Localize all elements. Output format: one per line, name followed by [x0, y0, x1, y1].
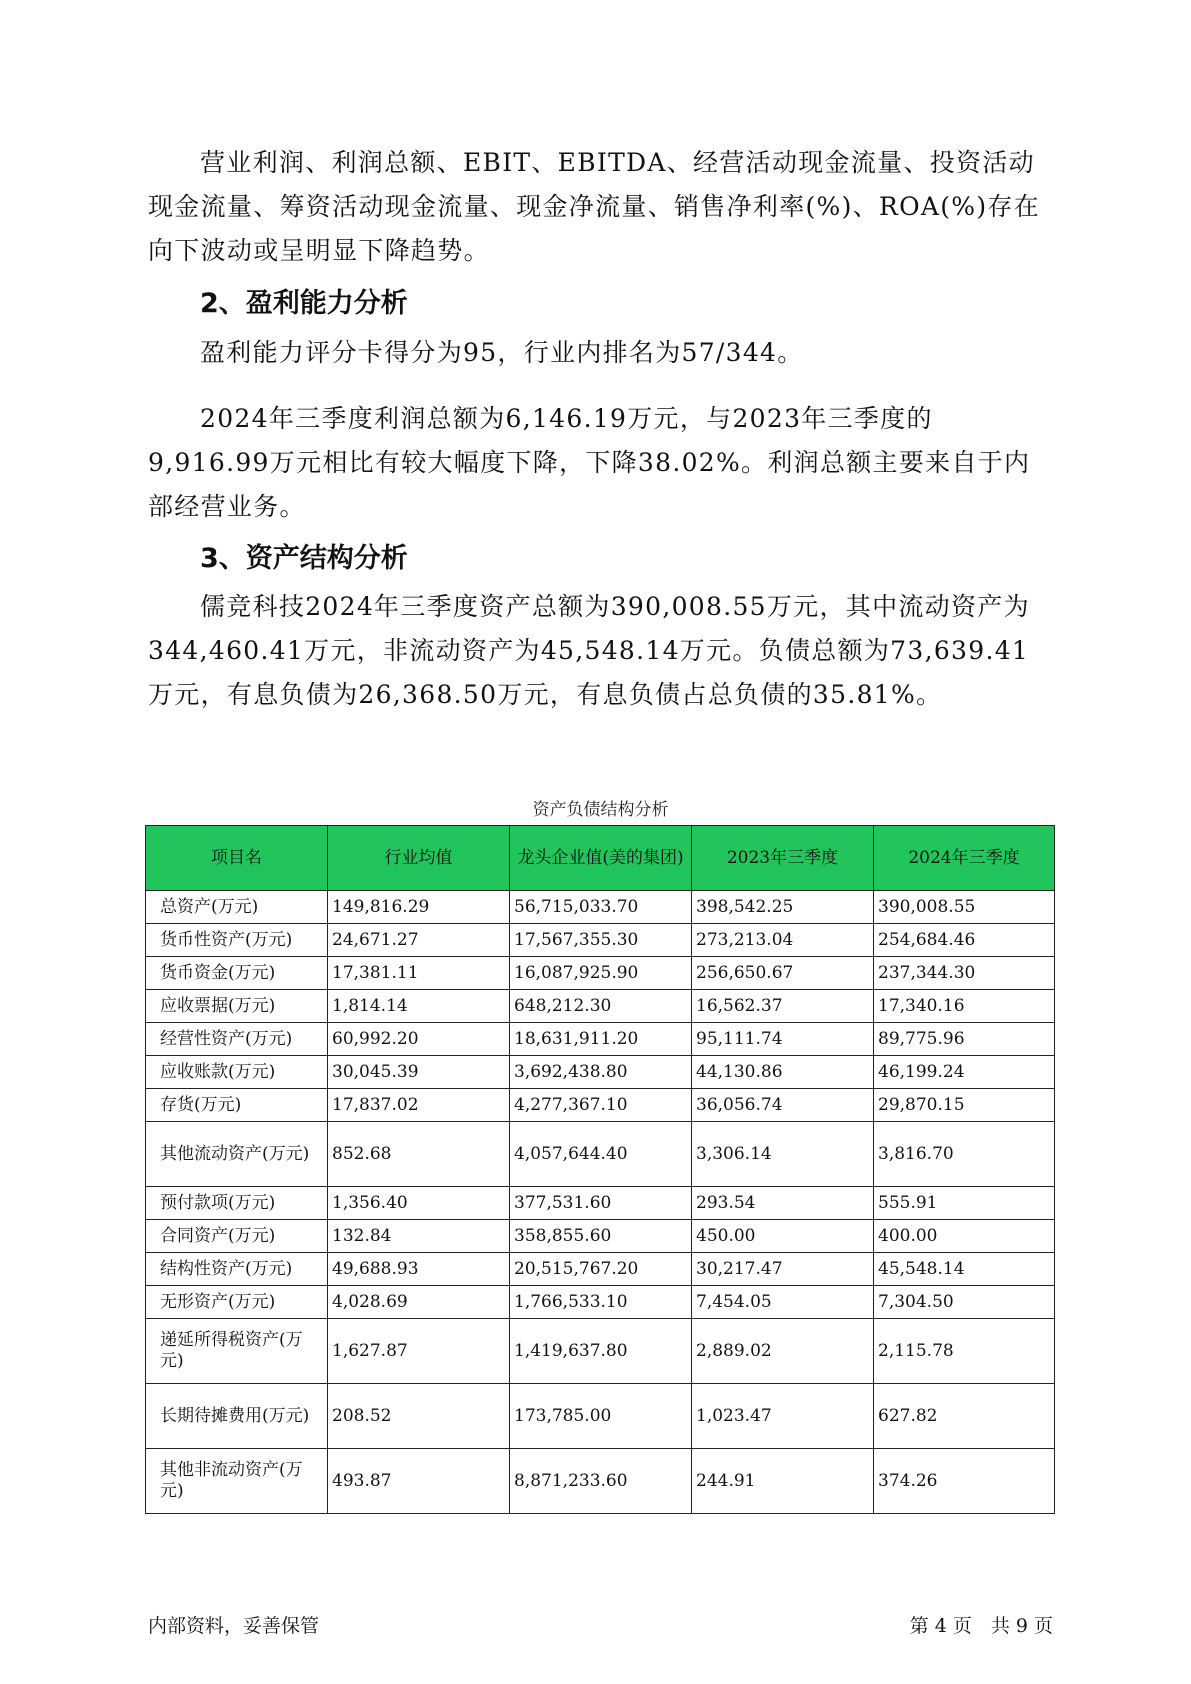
cell-item-name: 无形资产(万元) [146, 1286, 328, 1319]
footer-confidential: 内部资料，妥善保管 [148, 1615, 320, 1637]
table-row [146, 1187, 1055, 1220]
table-row [146, 957, 1055, 990]
header-leader-value: 龙头企业值(美的集团) [510, 826, 692, 891]
cell-leader-value: 17,567,355.30 [510, 924, 692, 957]
header-2024-q3: 2024年三季度 [874, 826, 1055, 891]
table-row [146, 1056, 1055, 1089]
cell-2023-q3: 36,056.74 [692, 1089, 874, 1122]
cell-2023-q3: 16,562.37 [692, 990, 874, 1023]
cell-2023-q3: 95,111.74 [692, 1023, 874, 1056]
cell-leader-value: 20,515,767.20 [510, 1253, 692, 1286]
cell-2023-q3: 256,650.67 [692, 957, 874, 990]
table-row [146, 891, 1055, 924]
cell-leader-value: 173,785.00 [510, 1384, 692, 1449]
cell-item-name: 合同资产(万元) [146, 1220, 328, 1253]
cell-2024-q3: 17,340.16 [874, 990, 1055, 1023]
cell-industry-avg: 17,381.11 [328, 957, 510, 990]
cell-industry-avg: 493.87 [328, 1449, 510, 1514]
cell-leader-value: 4,277,367.10 [510, 1089, 692, 1122]
cell-2023-q3: 7,454.05 [692, 1286, 874, 1319]
cell-leader-value: 1,419,637.80 [510, 1319, 692, 1384]
cell-2023-q3: 244.91 [692, 1449, 874, 1514]
cell-2024-q3: 46,199.24 [874, 1056, 1055, 1089]
paragraph-profit: 2024年三季度利润总额为6,146.19万元，与2023年三季度的9,916.99万元相比有较大幅度下降，下降38.02%。利润总额主要来自于内部经营业务。 [148, 404, 1031, 521]
cell-leader-value: 16,087,925.90 [510, 957, 692, 990]
cell-2024-q3: 254,684.46 [874, 924, 1055, 957]
cell-industry-avg: 30,045.39 [328, 1056, 510, 1089]
table-row [146, 1220, 1055, 1253]
header-industry-avg: 行业均值 [328, 826, 510, 891]
cell-2024-q3: 3,816.70 [874, 1122, 1055, 1187]
cell-industry-avg: 149,816.29 [328, 891, 510, 924]
cell-2023-q3: 30,217.47 [692, 1253, 874, 1286]
table-header-row [146, 826, 1055, 891]
cell-2024-q3: 237,344.30 [874, 957, 1055, 990]
cell-leader-value: 377,531.60 [510, 1187, 692, 1220]
cell-industry-avg: 24,671.27 [328, 924, 510, 957]
cell-leader-value: 358,855.60 [510, 1220, 692, 1253]
cell-item-name: 存货(万元) [146, 1089, 328, 1122]
cell-2024-q3: 374.26 [874, 1449, 1055, 1514]
table-row [146, 1449, 1055, 1514]
cell-industry-avg: 17,837.02 [328, 1089, 510, 1122]
cell-industry-avg: 1,814.14 [328, 990, 510, 1023]
table-row [146, 1384, 1055, 1449]
cell-industry-avg: 852.68 [328, 1122, 510, 1187]
cell-industry-avg: 1,627.87 [328, 1319, 510, 1384]
table-row [146, 1122, 1055, 1187]
cell-leader-value: 56,715,033.70 [510, 891, 692, 924]
table-row [146, 990, 1055, 1023]
table-row [146, 1253, 1055, 1286]
cell-2023-q3: 293.54 [692, 1187, 874, 1220]
cell-industry-avg: 49,688.93 [328, 1253, 510, 1286]
paragraph-assets: 儒竞科技2024年三季度资产总额为390,008.55万元，其中流动资产为344,460.41万元，非流动资产为45,548.14万元。负债总额为73,639.41万元，有息负债为26,368.50万元，有息负债占总负债的35.81%。 [148, 592, 1030, 709]
cell-leader-value: 648,212.30 [510, 990, 692, 1023]
cell-industry-avg: 132.84 [328, 1220, 510, 1253]
cell-leader-value: 1,766,533.10 [510, 1286, 692, 1319]
table-row [146, 924, 1055, 957]
cell-2024-q3: 555.91 [874, 1187, 1055, 1220]
cell-item-name: 应收账款(万元) [146, 1056, 328, 1089]
cell-2023-q3: 1,023.47 [692, 1384, 874, 1449]
table-row [146, 1023, 1055, 1056]
cell-2023-q3: 450.00 [692, 1220, 874, 1253]
cell-item-name: 经营性资产(万元) [146, 1023, 328, 1056]
heading-profitability: 2、盈利能力分析 [200, 288, 408, 319]
table-row [146, 1319, 1055, 1384]
cell-item-name: 预付款项(万元) [146, 1187, 328, 1220]
cell-item-name: 其他流动资产(万元) [146, 1122, 328, 1187]
cell-leader-value: 4,057,644.40 [510, 1122, 692, 1187]
header-2023-q3: 2023年三季度 [692, 826, 874, 891]
cell-item-name: 结构性资产(万元) [146, 1253, 328, 1286]
cell-industry-avg: 60,992.20 [328, 1023, 510, 1056]
cell-2023-q3: 3,306.14 [692, 1122, 874, 1187]
cell-item-name: 总资产(万元) [146, 891, 328, 924]
cell-2024-q3: 400.00 [874, 1220, 1055, 1253]
cell-2023-q3: 398,542.25 [692, 891, 874, 924]
cell-leader-value: 3,692,438.80 [510, 1056, 692, 1089]
cell-industry-avg: 1,356.40 [328, 1187, 510, 1220]
cell-leader-value: 8,871,233.60 [510, 1449, 692, 1514]
cell-item-name: 递延所得税资产(万元) [146, 1319, 328, 1384]
cell-2024-q3: 2,115.78 [874, 1319, 1055, 1384]
heading-asset-structure: 3、资产结构分析 [200, 543, 408, 574]
cell-item-name: 货币性资产(万元) [146, 924, 328, 957]
cell-2024-q3: 7,304.50 [874, 1286, 1055, 1319]
cell-industry-avg: 208.52 [328, 1384, 510, 1449]
table-caption: 资产负债结构分析 [532, 800, 669, 820]
cell-item-name: 长期待摊费用(万元) [146, 1384, 328, 1449]
cell-industry-avg: 4,028.69 [328, 1286, 510, 1319]
cell-2024-q3: 45,548.14 [874, 1253, 1055, 1286]
footer-page-number: 第 4 页 共 9 页 [909, 1615, 1053, 1637]
cell-item-name: 货币资金(万元) [146, 957, 328, 990]
cell-2024-q3: 29,870.15 [874, 1089, 1055, 1122]
cell-2024-q3: 89,775.96 [874, 1023, 1055, 1056]
table-row [146, 1089, 1055, 1122]
paragraph-scorecard: 盈利能力评分卡得分为95，行业内排名为57/344。 [200, 338, 804, 367]
table-row [146, 1286, 1055, 1319]
cell-2024-q3: 627.82 [874, 1384, 1055, 1449]
cell-2023-q3: 44,130.86 [692, 1056, 874, 1089]
cell-item-name: 其他非流动资产(万元) [146, 1449, 328, 1514]
cell-leader-value: 18,631,911.20 [510, 1023, 692, 1056]
balance-sheet-table [145, 825, 1055, 1514]
paragraph-trend: 营业利润、利润总额、EBIT、EBITDA、经营活动现金流量、投资活动现金流量、筹资活动现金流量、现金净流量、销售净利率(%)、ROA(%)存在向下波动或呈明显下降趋势。 [148, 148, 1040, 265]
cell-2023-q3: 273,213.04 [692, 924, 874, 957]
cell-item-name: 应收票据(万元) [146, 990, 328, 1023]
header-item-name: 项目名 [146, 826, 328, 891]
cell-2023-q3: 2,889.02 [692, 1319, 874, 1384]
cell-2024-q3: 390,008.55 [874, 891, 1055, 924]
